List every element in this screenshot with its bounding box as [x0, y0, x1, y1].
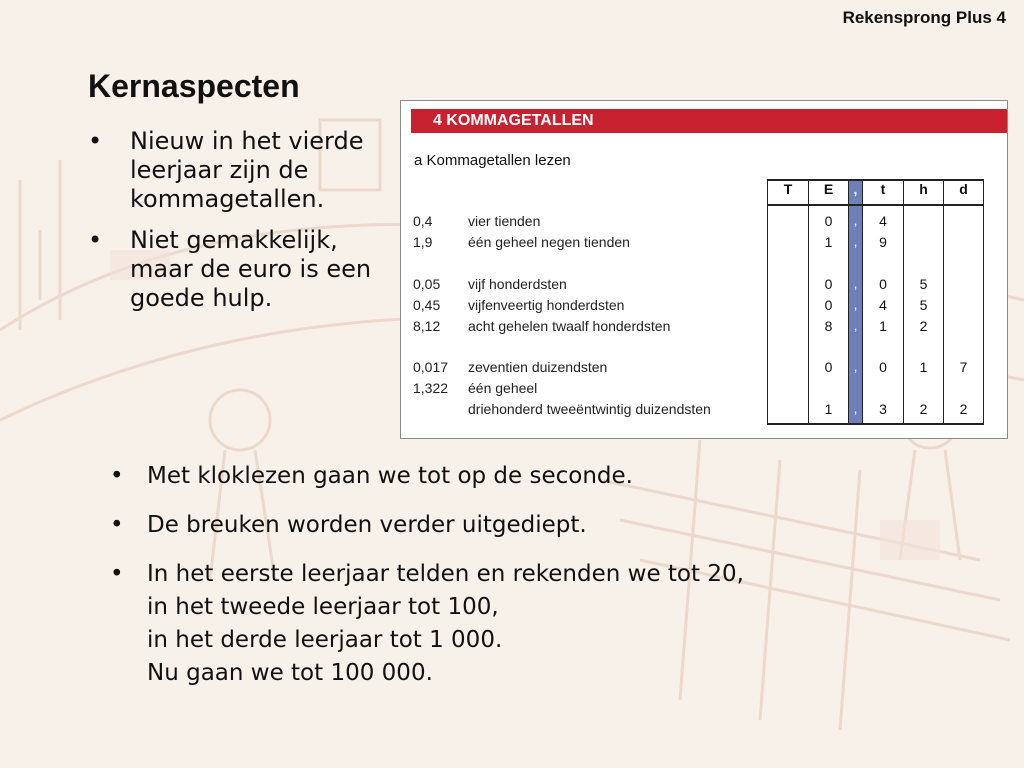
- digit-t: 1: [879, 318, 887, 334]
- number-in-words: vijf honderdsten: [468, 276, 567, 292]
- bullet-item: • De breuken worden verder uitgediept.: [110, 509, 930, 542]
- bullet-item: • Nieuw in het vierde leerjaar zijn de kommagetallen.: [88, 127, 388, 214]
- digit-E: 0: [824, 359, 833, 375]
- number-in-words: driehonderd tweeëntwintig duizendsten: [468, 401, 711, 417]
- digit-d: 7: [959, 359, 968, 375]
- decimal-number: 8,12: [413, 318, 441, 334]
- digit-comma: ,: [853, 318, 858, 333]
- number-in-words: één geheel: [468, 380, 538, 396]
- lower-bullet-list: [110, 460, 930, 706]
- column-divider: [983, 179, 984, 425]
- chapter-title: 4 KOMMAGETALLEN: [433, 112, 594, 129]
- digit-t: 4: [879, 297, 887, 313]
- brand-header: Rekensprong Plus 4: [842, 8, 1006, 27]
- digit-E: 1: [824, 234, 833, 250]
- column-header-comma: ,: [853, 181, 858, 197]
- digit-E: 0: [824, 276, 833, 292]
- number-in-words: vier tienden: [468, 213, 541, 229]
- textbook-excerpt: [400, 100, 1008, 439]
- decimal-number: 1,322: [413, 380, 449, 396]
- digit-comma: ,: [853, 213, 858, 228]
- column-header-t: t: [880, 181, 886, 197]
- decimal-number: 1,9: [413, 234, 433, 250]
- digit-h: 2: [919, 318, 928, 334]
- column-header-d: d: [959, 181, 968, 197]
- chapter-bar: [411, 109, 1007, 133]
- digit-t: 0: [879, 276, 887, 292]
- digit-d: 2: [959, 401, 968, 417]
- digit-comma: ,: [853, 401, 858, 416]
- column-divider: [767, 179, 768, 425]
- column-header-T: T: [783, 181, 793, 197]
- digit-t: 4: [879, 213, 887, 229]
- column-divider: [943, 179, 944, 425]
- digit-h: 5: [919, 276, 928, 292]
- digit-E: 0: [824, 213, 833, 229]
- slide-title: Kernaspecten: [88, 68, 300, 104]
- digit-E: 8: [824, 318, 833, 334]
- number-in-words: acht gehelen twaalf honderdsten: [468, 318, 671, 334]
- column-header-h: h: [919, 181, 928, 197]
- digit-comma: ,: [853, 359, 858, 374]
- table-bottom-border: [767, 423, 984, 425]
- header-bottom-border: [767, 204, 984, 206]
- digit-h: 5: [919, 297, 928, 313]
- left-bullet-list: [88, 127, 388, 325]
- bullet-item: • Met kloklezen gaan we tot op de seconde.: [110, 460, 930, 493]
- decimal-number: 0,05: [413, 276, 441, 292]
- digit-h: 1: [919, 359, 928, 375]
- decimal-number: 0,4: [413, 213, 433, 229]
- digit-E: 1: [824, 401, 833, 417]
- column-header-E: E: [823, 181, 834, 197]
- section-heading: a Kommagetallen lezen: [414, 152, 571, 169]
- decimal-number: 0,017: [413, 359, 449, 375]
- number-in-words: vijfenveertig honderdsten: [468, 297, 625, 313]
- number-in-words: zeventien duizendsten: [468, 359, 608, 375]
- digit-comma: ,: [853, 276, 858, 291]
- digit-comma: ,: [853, 234, 858, 249]
- decimal-number: 0,45: [413, 297, 441, 313]
- digit-E: 0: [824, 297, 833, 313]
- digit-t: 0: [879, 359, 887, 375]
- bullet-item: • Niet gemakkelijk, maar de euro is een goede hulp.: [88, 226, 388, 313]
- bullet-item: • In het eerste leerjaar telden en rekenden we tot 20, in het tweede leerjaar tot 100, in het derde leerjaar tot 1 000. Nu gaan we tot 100 000.: [110, 558, 930, 690]
- digit-h: 2: [919, 401, 928, 417]
- digit-comma: ,: [853, 297, 858, 312]
- digit-t: 3: [879, 401, 887, 417]
- digit-t: 9: [879, 234, 887, 250]
- number-in-words: één geheel negen tienden: [468, 234, 630, 250]
